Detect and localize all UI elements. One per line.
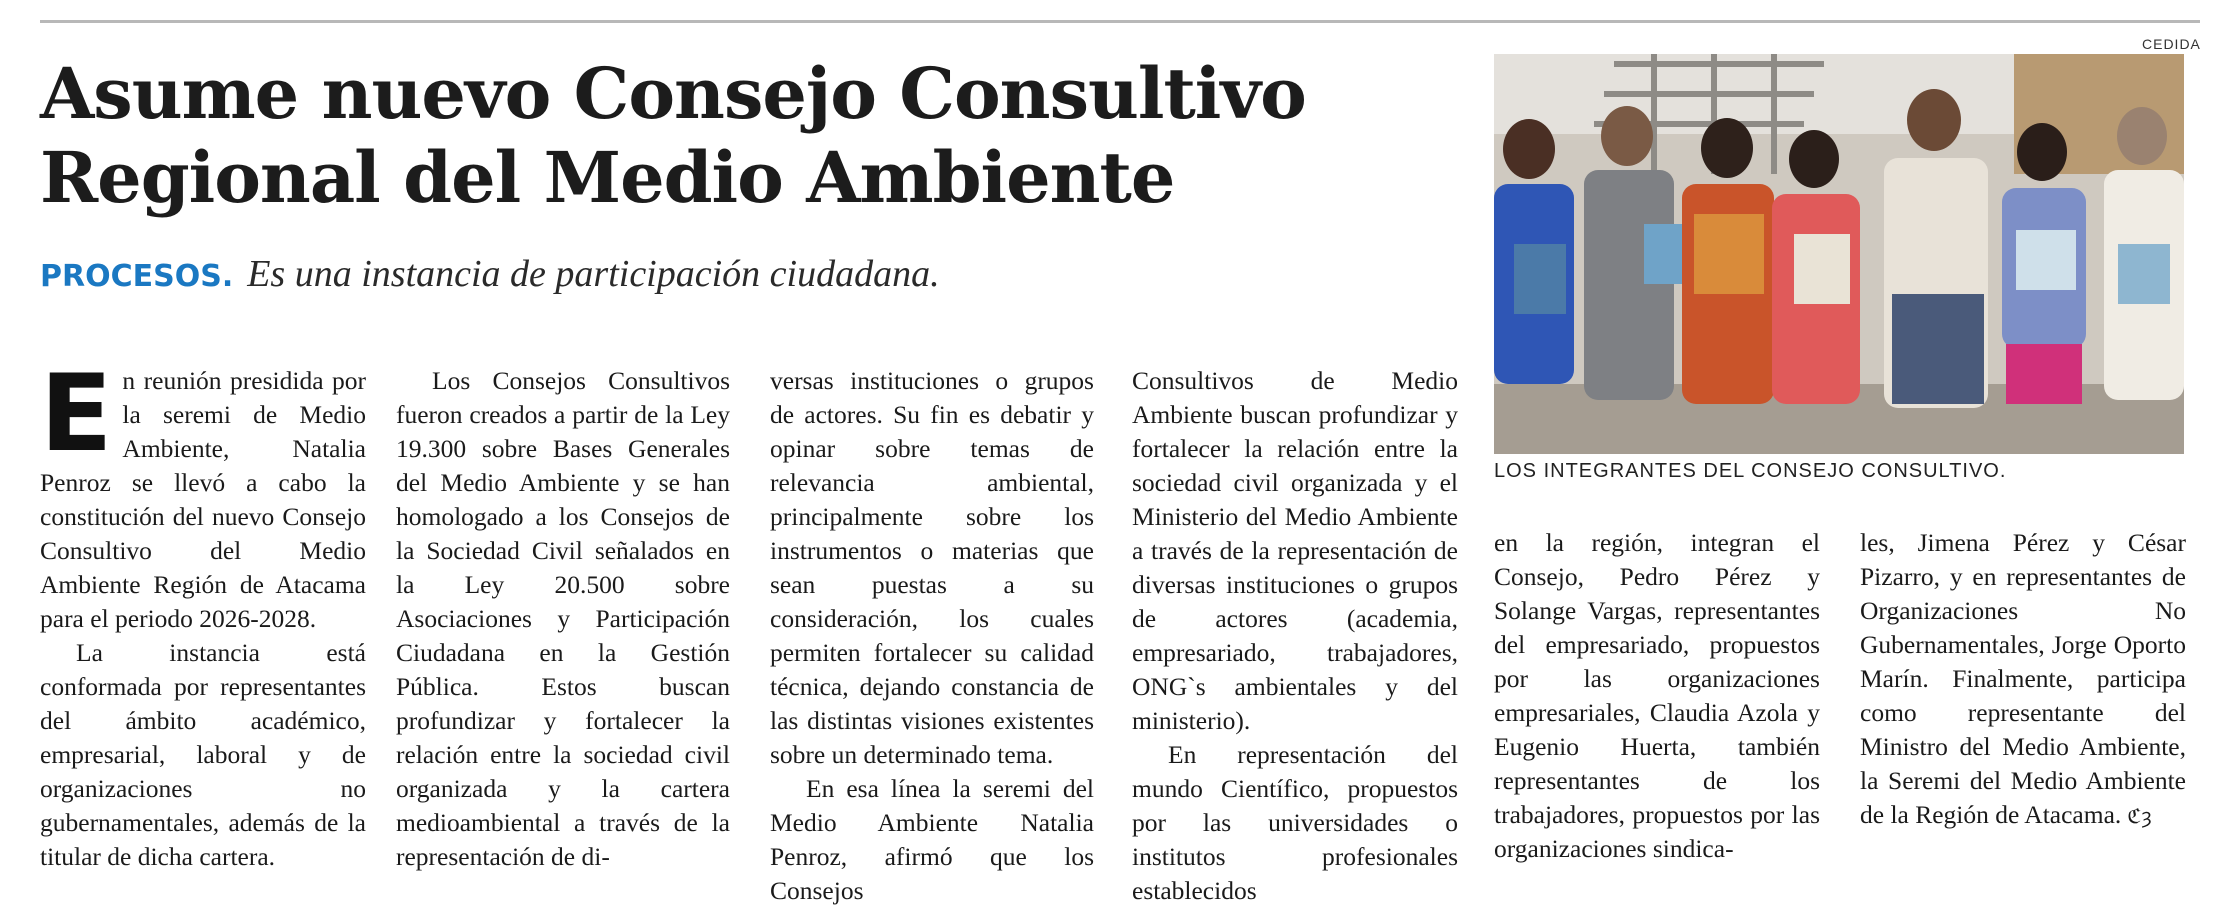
kicker: PROCESOS. — [40, 259, 234, 294]
photo-caption: LOS INTEGRANTES DEL CONSEJO CONSULTIVO. — [1494, 460, 2007, 482]
article-column-2 — [396, 364, 730, 874]
article-paragraph — [40, 352, 366, 636]
article-column-1 — [40, 352, 366, 874]
article-paragraph: En esa línea la seremi del Medio Ambiente Natalia Penroz, afirmó que los Consejos — [770, 774, 1094, 905]
article-paragraph: En representación del mundo Científico, propuestos por las universidades o institutos profesionales establecidos — [1132, 740, 1458, 905]
article-paragraph — [1860, 526, 2186, 833]
paragraph-text: n reunión presidida por la seremi de Medio Ambiente, Natalia Penroz se llevó a cabo la constitución del nuevo Consejo Consultivo del Medio Ambiente Región de Atacama para el periodo 2026-2028. — [40, 366, 366, 633]
article-paragraph: Los Consejos Consultivos fueron creados a partir de la Ley 19.300 sobre Bases Generales del Medio Ambiente y se han homologado a los Consejos de la Sociedad Civil señalados en la Ley 20.500 sobre Asociaciones y Participación Ciudadana en la Gestión Pública. Estos buscan profundizar y fortalecer la relación entre la sociedad civil organizada y la cartera medioambiental a través de la representación de di- — [396, 366, 730, 871]
paragraph-text: les, Jimena Pérez y César Pizarro, y en representantes de Organizaciones No Gubernamentales, Jorge Oporto Marín. Finalmente, participa como representante del Ministro del Medio Ambiente, la Seremi del Medio Ambiente de la Región de Atacama. — [1860, 528, 2186, 829]
article-paragraph: versas instituciones o grupos de actores. Su fin es debatir y opinar sobre temas de relevancia ambiental, principalmente sobre los instrumentos o materias que sean puestas a su consideración, los cuales permiten fortalecer su calidad técnica, dejando constancia de las distintas visiones existentes sobre un determinado tema. — [770, 366, 1094, 769]
top-rule — [40, 20, 2200, 23]
article-paragraph: en la región, integran el Consejo, Pedro Pérez y Solange Vargas, representantes del empresariado, propuestos por las organizaciones empresariales, Claudia Azola y Eugenio Huerta, también representantes de los trabajadores, propuestos por las organizaciones sindica- — [1494, 528, 1820, 863]
drop-cap: E — [40, 352, 113, 475]
article-paragraph: La instancia está conformada por representantes del ámbito académico, empresarial, laboral y de organizaciones no gubernamentales, además de la titular de dicha cartera. — [40, 638, 366, 871]
subhead — [40, 250, 940, 301]
article-column-3 — [770, 364, 1094, 908]
article-column-5 — [1494, 526, 1820, 866]
headline: Asume nuevo Consejo Consultivo Regional del Medio Ambiente — [40, 52, 1306, 219]
group-photo — [1494, 54, 2184, 454]
end-mark-icon: ℭȝ — [2127, 804, 2152, 828]
article-paragraph: Consultivos de Medio Ambiente buscan profundizar y fortalecer la relación entre la sociedad civil organizada y el Ministerio del Medio Ambiente a través de la representación de diversas instituciones o grupos de actores (academia, empresariado, trabajadores, ONG`s ambientales y del ministerio). — [1132, 366, 1458, 735]
article-column-4 — [1132, 364, 1458, 908]
article-column-6 — [1860, 526, 2186, 833]
photo-credit: CEDIDA — [2142, 36, 2201, 52]
deck: Es una instancia de participación ciudadana. — [247, 253, 940, 295]
